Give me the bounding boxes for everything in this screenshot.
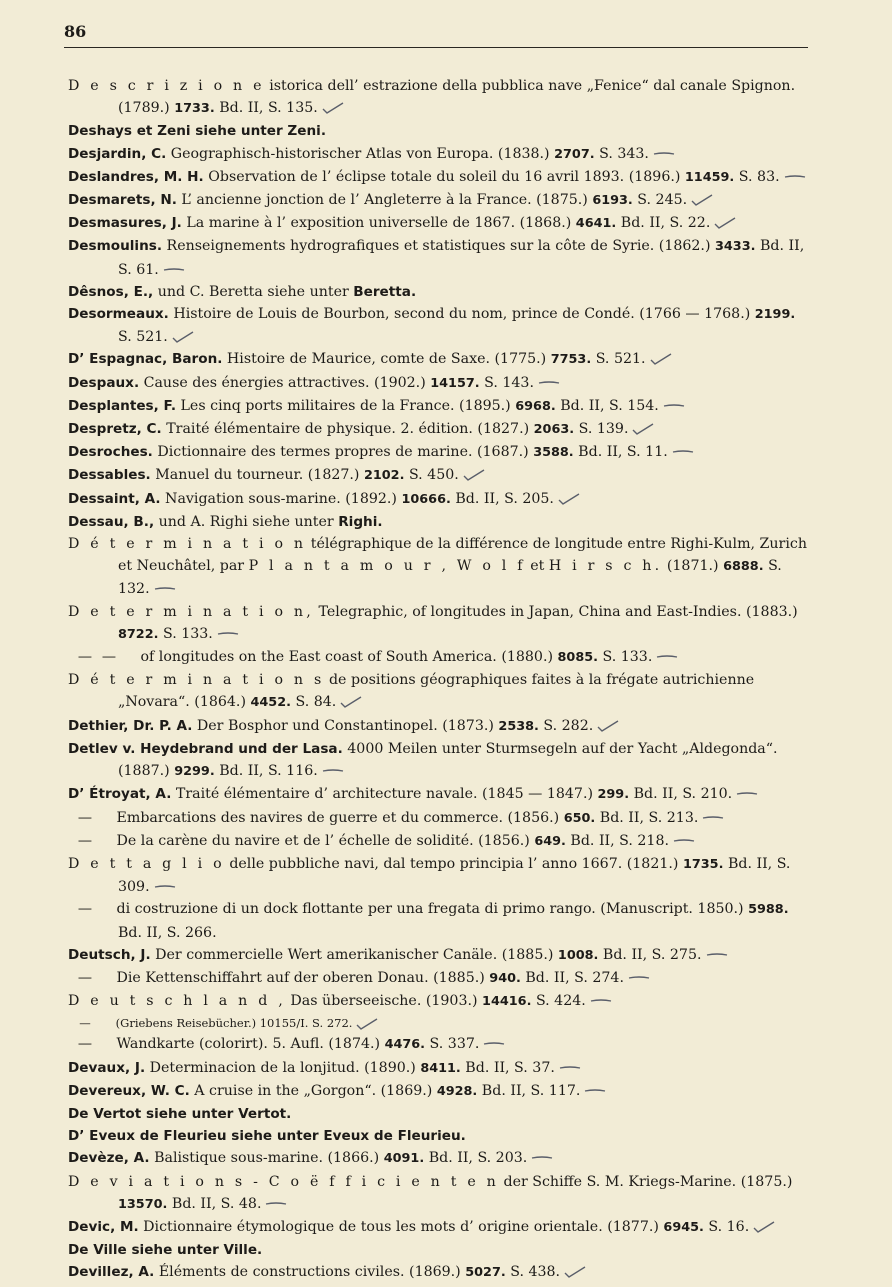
entry-text: Renseignements hydrografiques et statistiques sur la côte de Syrie. (1862.)	[162, 238, 715, 255]
entry-heading: Despretz, C.	[68, 421, 162, 438]
entry-number: 6193.	[592, 193, 633, 209]
entry-text: S. 83.	[734, 168, 780, 185]
entry-number: 2199.	[754, 307, 796, 323]
entry-text: Geographisch-historischer Atlas von Europa. (1838.)	[166, 145, 555, 162]
entry-number: 14157.	[430, 375, 480, 391]
index-entry	[68, 1216, 813, 1239]
entry-number: 299.	[597, 787, 630, 803]
entry-spaced-title: H i r s c h.	[548, 558, 663, 575]
entry-number: 1008.	[557, 947, 599, 963]
entry-number: 2707.	[554, 146, 595, 162]
pencil-dash-icon	[702, 812, 724, 824]
index-entry	[68, 1147, 813, 1170]
pencil-check-icon	[632, 423, 654, 435]
entry-text: Observation de l’ éclipse totale du soleil du 16 avril 1893. (1896.)	[203, 168, 685, 185]
index-entry	[68, 967, 813, 990]
entry-number: 6888.	[723, 559, 764, 575]
entry-heading: D’ Eveux de Fleurieu siehe unter Eveux de Fleurieu.	[68, 1128, 466, 1145]
entry-heading: Dessables.	[68, 467, 151, 484]
pencil-check-icon	[172, 331, 194, 343]
entry-text: De la carène du navire et de l’ échelle de solidité. (1856.)	[112, 832, 535, 849]
entry-text: S. 343.	[594, 145, 649, 162]
entry-text: der Schiffe S. M. Kriegs-Marine. (1875.)	[498, 1173, 793, 1190]
pencil-check-icon	[650, 353, 672, 365]
entry-heading: Devereux, W. C.	[68, 1082, 190, 1099]
entry-heading: Desormeaux.	[68, 306, 169, 323]
index-entry	[68, 511, 813, 533]
index-entry	[68, 1033, 813, 1056]
pencil-check-icon	[463, 469, 485, 481]
index-entry	[68, 1239, 813, 1261]
index-entry	[68, 669, 813, 714]
entry-text: (1871.)	[662, 558, 724, 575]
pencil-dash-icon	[559, 1062, 581, 1074]
entry-heading: Deslandres, M. H.	[68, 168, 204, 185]
index-entry	[68, 1125, 813, 1147]
index-entry	[68, 1013, 813, 1033]
pencil-dash-icon	[538, 377, 560, 389]
entry-text: Traité élémentaire d’ architecture navale. (1845 — 1847.)	[171, 786, 598, 803]
entry-text: Les cinq ports militaires de la France. (1895.)	[176, 397, 516, 414]
entry-number: 8722.	[118, 626, 159, 642]
index-entry	[68, 75, 813, 120]
entry-text: —	[77, 649, 93, 666]
entry-text: Balistique sous-marine. (1866.)	[149, 1150, 384, 1167]
entry-text: S. 133.	[598, 649, 653, 666]
entry-text: S. 143.	[479, 374, 534, 391]
entry-number: 6968.	[515, 398, 556, 414]
index-entry	[68, 281, 813, 303]
entry-text: S. 282.	[538, 717, 594, 734]
entry-text: Dictionnaire des termes propres de marine. (1687.)	[152, 444, 534, 461]
entry-number: 3588.	[533, 445, 574, 461]
entry-spaced-title: D e t t a g l i o	[68, 855, 225, 872]
entry-number: 4091.	[383, 1151, 425, 1167]
entry-text: Bd. II, S. 135.	[214, 100, 318, 117]
entry-number: 940.	[489, 970, 521, 986]
index-entry	[68, 1171, 813, 1216]
pencil-dash-icon	[784, 171, 806, 183]
entry-text: Bd. II, S. 309.	[118, 855, 791, 896]
index-entry	[68, 990, 813, 1013]
entry-text: Das überseeische. (1903.)	[285, 993, 483, 1010]
entry-text: Bd. II, S. 37.	[460, 1059, 555, 1076]
index-entry	[68, 303, 813, 348]
entry-text: Traité élémentaire de physique. 2. édition. (1827.)	[161, 421, 534, 438]
index-entry	[68, 166, 813, 189]
entry-heading: D’ Espagnac, Baron.	[68, 351, 223, 368]
entry-text: —	[101, 649, 117, 666]
pencil-dash-icon	[590, 995, 612, 1007]
entry-number: 1735.	[682, 856, 724, 872]
entry-text: Bd. II, S. 205.	[450, 490, 554, 507]
entry-heading: Devèze, A.	[68, 1150, 150, 1167]
entry-text: Bd. II, S. 266.	[118, 924, 217, 941]
entry-number: 11459.	[684, 169, 735, 185]
pencil-dash-icon	[584, 1085, 606, 1097]
entry-text: —	[79, 1016, 91, 1031]
entry-text: Manuel du tourneur. (1827.)	[150, 467, 364, 484]
entry-heading: Deutsch, J.	[68, 946, 151, 963]
pencil-dash-icon	[217, 628, 239, 640]
index-entry	[68, 830, 813, 853]
entry-text: —	[77, 832, 93, 849]
entry-spaced-title: D e t e r m i n a t i o n,	[68, 603, 314, 620]
pencil-dash-icon	[154, 583, 176, 595]
entry-spaced-title: D e u t s c h l a n d ,	[68, 993, 286, 1010]
pencil-check-icon	[564, 1266, 586, 1278]
index-entry	[68, 212, 813, 235]
entry-text: A cruise in the „Gorgon“. (1869.)	[189, 1082, 437, 1099]
entry-text: Bd. II, S. 274.	[520, 969, 624, 986]
pencil-check-icon	[597, 720, 619, 732]
entry-text: —	[77, 1036, 93, 1053]
entry-heading: Dessau, B.,	[68, 513, 155, 530]
entry-number: 3433.	[715, 239, 756, 255]
pencil-check-icon	[558, 493, 580, 505]
entry-text: La marine à l’ exposition universelle de 1867. (1868.)	[181, 215, 576, 232]
index-entry	[68, 1057, 813, 1080]
index-entry	[68, 1103, 813, 1125]
index-entry	[68, 783, 813, 806]
entry-text: —	[77, 969, 93, 986]
entry-heading: Desmarets, N.	[68, 192, 177, 209]
entry-text: di costruzione di un dock flottante per una fregata di primo rango. (Manuscript. 1850.)	[112, 901, 749, 918]
entry-number: 4641.	[575, 216, 617, 232]
entry-text: und A. Righi siehe unter	[154, 513, 339, 530]
pencil-dash-icon	[656, 651, 678, 663]
entry-text: S. 521.	[118, 329, 168, 346]
index-entry	[68, 738, 813, 783]
entry-text: S. 16.	[703, 1218, 750, 1235]
entry-text: S. 245.	[632, 192, 688, 209]
entry-text: L’ ancienne jonction de l’ Angleterre à la France. (1875.)	[176, 192, 593, 209]
entry-text: Bd. II, S. 61.	[118, 238, 805, 278]
entry-spaced-title: D e s c r i z i o n e	[68, 78, 265, 94]
pencil-check-icon	[340, 696, 362, 708]
entry-heading: Desmasures, J.	[68, 215, 182, 232]
index-entry	[68, 488, 813, 511]
index-entry	[68, 372, 813, 395]
pencil-dash-icon	[673, 835, 695, 847]
entry-heading: Dêsnos, E.,	[68, 283, 154, 300]
entry-heading: Dethier, Dr. P. A.	[68, 717, 193, 734]
entry-heading: Righi.	[338, 513, 383, 530]
entry-heading: Beretta.	[353, 283, 417, 300]
entry-text: Navigation sous-marine. (1892.)	[160, 490, 402, 507]
index-entry	[68, 601, 813, 646]
entry-text: Embarcations des navires de guerre et du commerce. (1856.)	[112, 809, 564, 826]
entry-heading: De Vertot siehe unter Vertot.	[68, 1105, 292, 1122]
pencil-dash-icon	[672, 446, 694, 458]
entry-number: 2538.	[498, 718, 539, 734]
index-entry	[68, 944, 813, 967]
entry-number: 650.	[563, 810, 596, 826]
entry-heading: De Ville siehe unter Ville.	[68, 1242, 263, 1259]
entry-number: 6945.	[663, 1219, 704, 1235]
entry-text: S. 133.	[158, 625, 213, 642]
index-entry	[68, 395, 813, 418]
entry-text: Der commercielle Wert amerikanischer Canäle. (1885.)	[150, 946, 558, 963]
entry-text: Telegraphic, of longitudes in Japan, China and East-Indies. (1883.)	[313, 603, 798, 620]
entry-text: de positions géographiques faites à la frégate autrichienne „Novara“. (1864.)	[118, 672, 755, 711]
entry-text: Bd. II, S. 48.	[167, 1195, 262, 1212]
pencil-dash-icon	[653, 148, 675, 160]
entry-spaced-title: D é t e r m i n a t i o n	[68, 536, 307, 553]
entry-heading: Desmoulins.	[68, 238, 163, 255]
entry-text: et	[525, 558, 549, 575]
index-entry	[68, 853, 813, 898]
pencil-dash-icon	[154, 881, 176, 893]
header-rule	[64, 47, 808, 48]
entry-text: Bd. II, S. 213.	[595, 809, 699, 826]
entry-text: Histoire de Louis de Bourbon, second du nom, prince de Condé. (1766 — 1768.)	[168, 306, 755, 323]
entry-number: 1733.	[174, 101, 215, 117]
pencil-dash-icon	[736, 788, 758, 800]
entry-text: Der Bosphor und Constantinopel. (1873.)	[192, 717, 499, 734]
pencil-dash-icon	[628, 972, 650, 984]
entry-number: 4476.	[384, 1037, 426, 1053]
index-entry	[68, 1261, 813, 1284]
entry-text: Bd. II, S. 218.	[565, 832, 669, 849]
entry-number: 14416.	[482, 994, 532, 1010]
entry-number: 5988.	[748, 902, 789, 918]
entry-text: Determinacion de la lonjitud. (1890.)	[145, 1059, 421, 1076]
entry-text: Histoire de Maurice, comte de Saxe. (1775.)	[222, 351, 551, 368]
entry-heading: Devic, M.	[68, 1218, 139, 1235]
index-entry	[68, 807, 813, 830]
entry-heading: Despaux.	[68, 374, 140, 391]
entry-number: 5027.	[465, 1265, 506, 1281]
index-entry	[68, 715, 813, 738]
entry-text: S. 84.	[290, 694, 337, 711]
index-entry	[68, 120, 813, 142]
entry-heading: Desroches.	[68, 444, 153, 461]
pencil-check-icon	[753, 1221, 775, 1233]
entry-number: 9299.	[174, 764, 215, 780]
entry-text: Wandkarte (colorirt). 5. Aufl. (1874.)	[112, 1036, 385, 1053]
entry-heading: D’ Étroyat, A.	[68, 786, 172, 803]
entry-text: S. 337.	[425, 1036, 480, 1053]
pencil-dash-icon	[322, 765, 344, 777]
page-number: 86	[64, 22, 87, 41]
entry-number: 2102.	[363, 468, 405, 484]
index-entry	[68, 189, 813, 212]
entry-heading: Deshays et Zeni siehe unter Zeni.	[68, 123, 326, 140]
entry-text: 4000 Meilen unter Sturmsegeln auf der Yacht „Aldegonda“. (1887.)	[118, 740, 778, 780]
entry-text: istorica dell’ estrazione della pubblica nave „Fenice“ dal canale Spignon. (1789.)	[118, 78, 796, 117]
entry-text: télégraphique de la différence de longitude entre Righi-Kulm, Zurich et Neuchâtel, par	[118, 536, 807, 575]
entry-text: Bd. II, S. 154.	[555, 397, 659, 414]
entry-number: 10666.	[401, 491, 451, 507]
entry-text: Die Kettenschiffahrt auf der oberen Donau. (1885.)	[112, 969, 490, 986]
entry-heading: Devaux, J.	[68, 1059, 146, 1076]
index-entry	[68, 143, 813, 166]
entry-text: —	[77, 901, 93, 918]
entry-number: 2063.	[533, 422, 575, 438]
index-entries	[68, 75, 813, 1285]
entry-heading: Devillez, A.	[68, 1264, 155, 1281]
entry-text: Éléments de constructions civiles. (1869.)	[154, 1264, 466, 1281]
entry-heading: Desjardin, C.	[68, 145, 167, 162]
entry-text: —	[77, 809, 93, 826]
entry-text: of longitudes on the East coast of South America. (1880.)	[136, 649, 558, 666]
entry-text: Cause des énergies attractives. (1902.)	[139, 374, 431, 391]
index-entry	[68, 533, 813, 601]
pencil-check-icon	[714, 217, 736, 229]
index-entry	[68, 418, 813, 441]
index-entry	[68, 348, 813, 371]
entry-text: Bd. II, S. 117.	[477, 1082, 581, 1099]
index-entry	[68, 646, 813, 669]
entry-text: Bd. II, S. 11.	[573, 444, 668, 461]
entry-text: Bd. II, S. 116.	[214, 763, 318, 780]
entry-heading: Desplantes, F.	[68, 397, 176, 414]
entry-text: Bd. II, S. 275.	[598, 946, 702, 963]
index-entry	[68, 898, 813, 943]
entry-text: delle pubbliche navi, dal tempo principia l’ anno 1667. (1821.)	[224, 855, 683, 872]
index-entry	[68, 1080, 813, 1103]
entry-heading: Detlev v. Heydebrand und der Lasa.	[68, 740, 343, 757]
entry-heading: Dessaint, A.	[68, 490, 161, 507]
pencil-check-icon	[356, 1018, 378, 1030]
entry-text: Dictionnaire étymologique de tous les mots d’ origine orientale. (1877.)	[138, 1218, 664, 1235]
entry-number: 8411.	[420, 1060, 461, 1076]
entry-number: 7753.	[550, 352, 592, 368]
entry-text: Bd. II, S. 22.	[616, 215, 711, 232]
index-entry	[68, 441, 813, 464]
index-entry	[68, 464, 813, 487]
entry-text: S. 132.	[118, 558, 782, 598]
entry-spaced-title: P l a n t a m o u r , W o l f	[248, 558, 526, 575]
entry-text: S. 139.	[574, 421, 629, 438]
entry-number: 13570.	[118, 1196, 168, 1212]
entry-number: 649.	[534, 833, 566, 849]
pencil-dash-icon	[265, 1198, 287, 1210]
entry-text: S. 424.	[531, 993, 586, 1010]
entry-text: S. 450.	[404, 467, 459, 484]
entry-text: Bd. II, S. 203.	[424, 1150, 528, 1167]
pencil-check-icon	[322, 102, 344, 114]
entry-text: S. 521.	[591, 351, 646, 368]
pencil-check-icon	[691, 194, 713, 206]
pencil-dash-icon	[663, 400, 685, 412]
entry-text: Bd. II, S. 210.	[629, 786, 733, 803]
entry-number: 4928.	[436, 1083, 478, 1099]
entry-text: (Griebens Reisebücher.) 10155/I. S. 272.	[112, 1016, 353, 1031]
entry-text: S. 438.	[505, 1264, 561, 1281]
entry-number: 8085.	[557, 650, 599, 666]
entry-text: und C. Beretta siehe unter	[153, 283, 354, 300]
pencil-dash-icon	[163, 264, 185, 276]
pencil-dash-icon	[531, 1152, 553, 1164]
index-entry	[68, 235, 813, 280]
pencil-dash-icon	[483, 1038, 505, 1050]
entry-spaced-title: D é t e r m i n a t i o n s	[68, 672, 325, 689]
entry-spaced-title: D e v i a t i o n s - C o ë f f i c i e n t e n	[68, 1173, 499, 1190]
entry-number: 4452.	[250, 695, 291, 711]
pencil-dash-icon	[706, 949, 728, 961]
